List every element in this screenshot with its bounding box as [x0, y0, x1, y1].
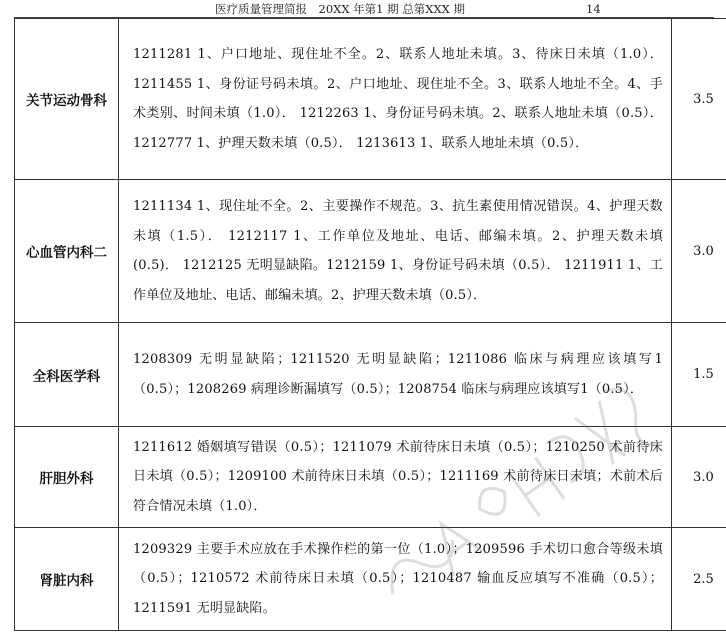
- quality-table: [14, 18, 726, 631]
- details-cell: 1211134 1、现住址不全。2、主要操作不规范。3、抗生素使用情况错误。4、护理天数未填（1.5）． 1212117 1、工作单位及地址、电话、邮编未填。2、护理天数未填 (0.5)． 1212125 无明显缺陷。1212159 1、身份证号码未填（0.5）． 1211911 1、工作单位及地址、电话、邮编未填。2、护理天数未填（0.5）．: [119, 180, 672, 323]
- table-row: [15, 323, 726, 427]
- details-cell: 1209329 主要手术应放在手术操作栏的第一位（1.0）；1209596 手术切口愈合等级未填（0.5）；1210572 术前待床日未填（0.5）；1210487 输血反应填写不准确（0.5）；1211591 无明显缺陷。: [119, 528, 672, 631]
- department-cell: 肾脏内科: [15, 528, 119, 631]
- header-title: 医疗质量管理简报 20XX 年第1 期 总第XXX 期: [215, 0, 465, 18]
- score-cell: 3.0: [672, 427, 726, 528]
- details-cell: 1211612 婚姻填写错误（0.5）；1211079 术前待床日未填（0.5）；1210250 术前待床日未填（0.5）；1209100 术前待床日未填（0.5）；1211169 术前待床日未填；术前术后符合情况未填（1.0）．: [119, 427, 672, 528]
- table-row: [15, 19, 726, 180]
- score-cell: 2.5: [672, 528, 726, 631]
- department-cell: 肝胆外科: [15, 427, 119, 528]
- table-row: [15, 180, 726, 323]
- table-row: [15, 427, 726, 528]
- table-row: [15, 528, 726, 631]
- department-cell: 全科医学科: [15, 323, 119, 427]
- score-cell: 1.5: [672, 323, 726, 427]
- details-cell: 1208309 无明显缺陷；1211520 无明显缺陷；1211086 临床与病理应该填写1（0.5）；1208269 病理诊断漏填写（0.5）；1208754 临床与病理应该填写1（0.5）．: [119, 323, 672, 427]
- score-cell: 3.0: [672, 180, 726, 323]
- page-number: 14: [586, 0, 601, 18]
- department-cell: 心血管内科二: [15, 180, 119, 323]
- details-cell: 1211281 1、户口地址、现住址不全。2、联系人地址未填。3、待床日未填（1.0）． 1211455 1、身份证号码未填。2、户口地址、现住址不全。3、联系人地址不全。4、手术类别、时间未填（1.0）． 1212263 1、身份证号码未填。2、联系人地址未填（0.5）． 1212777 1、护理天数未填（0.5）． 1213613 1、联系人地址未填（0.5）．: [119, 19, 672, 180]
- department-cell: 关节运动骨科: [15, 19, 119, 180]
- page-header: [0, 0, 726, 18]
- score-cell: 3.5: [672, 19, 726, 180]
